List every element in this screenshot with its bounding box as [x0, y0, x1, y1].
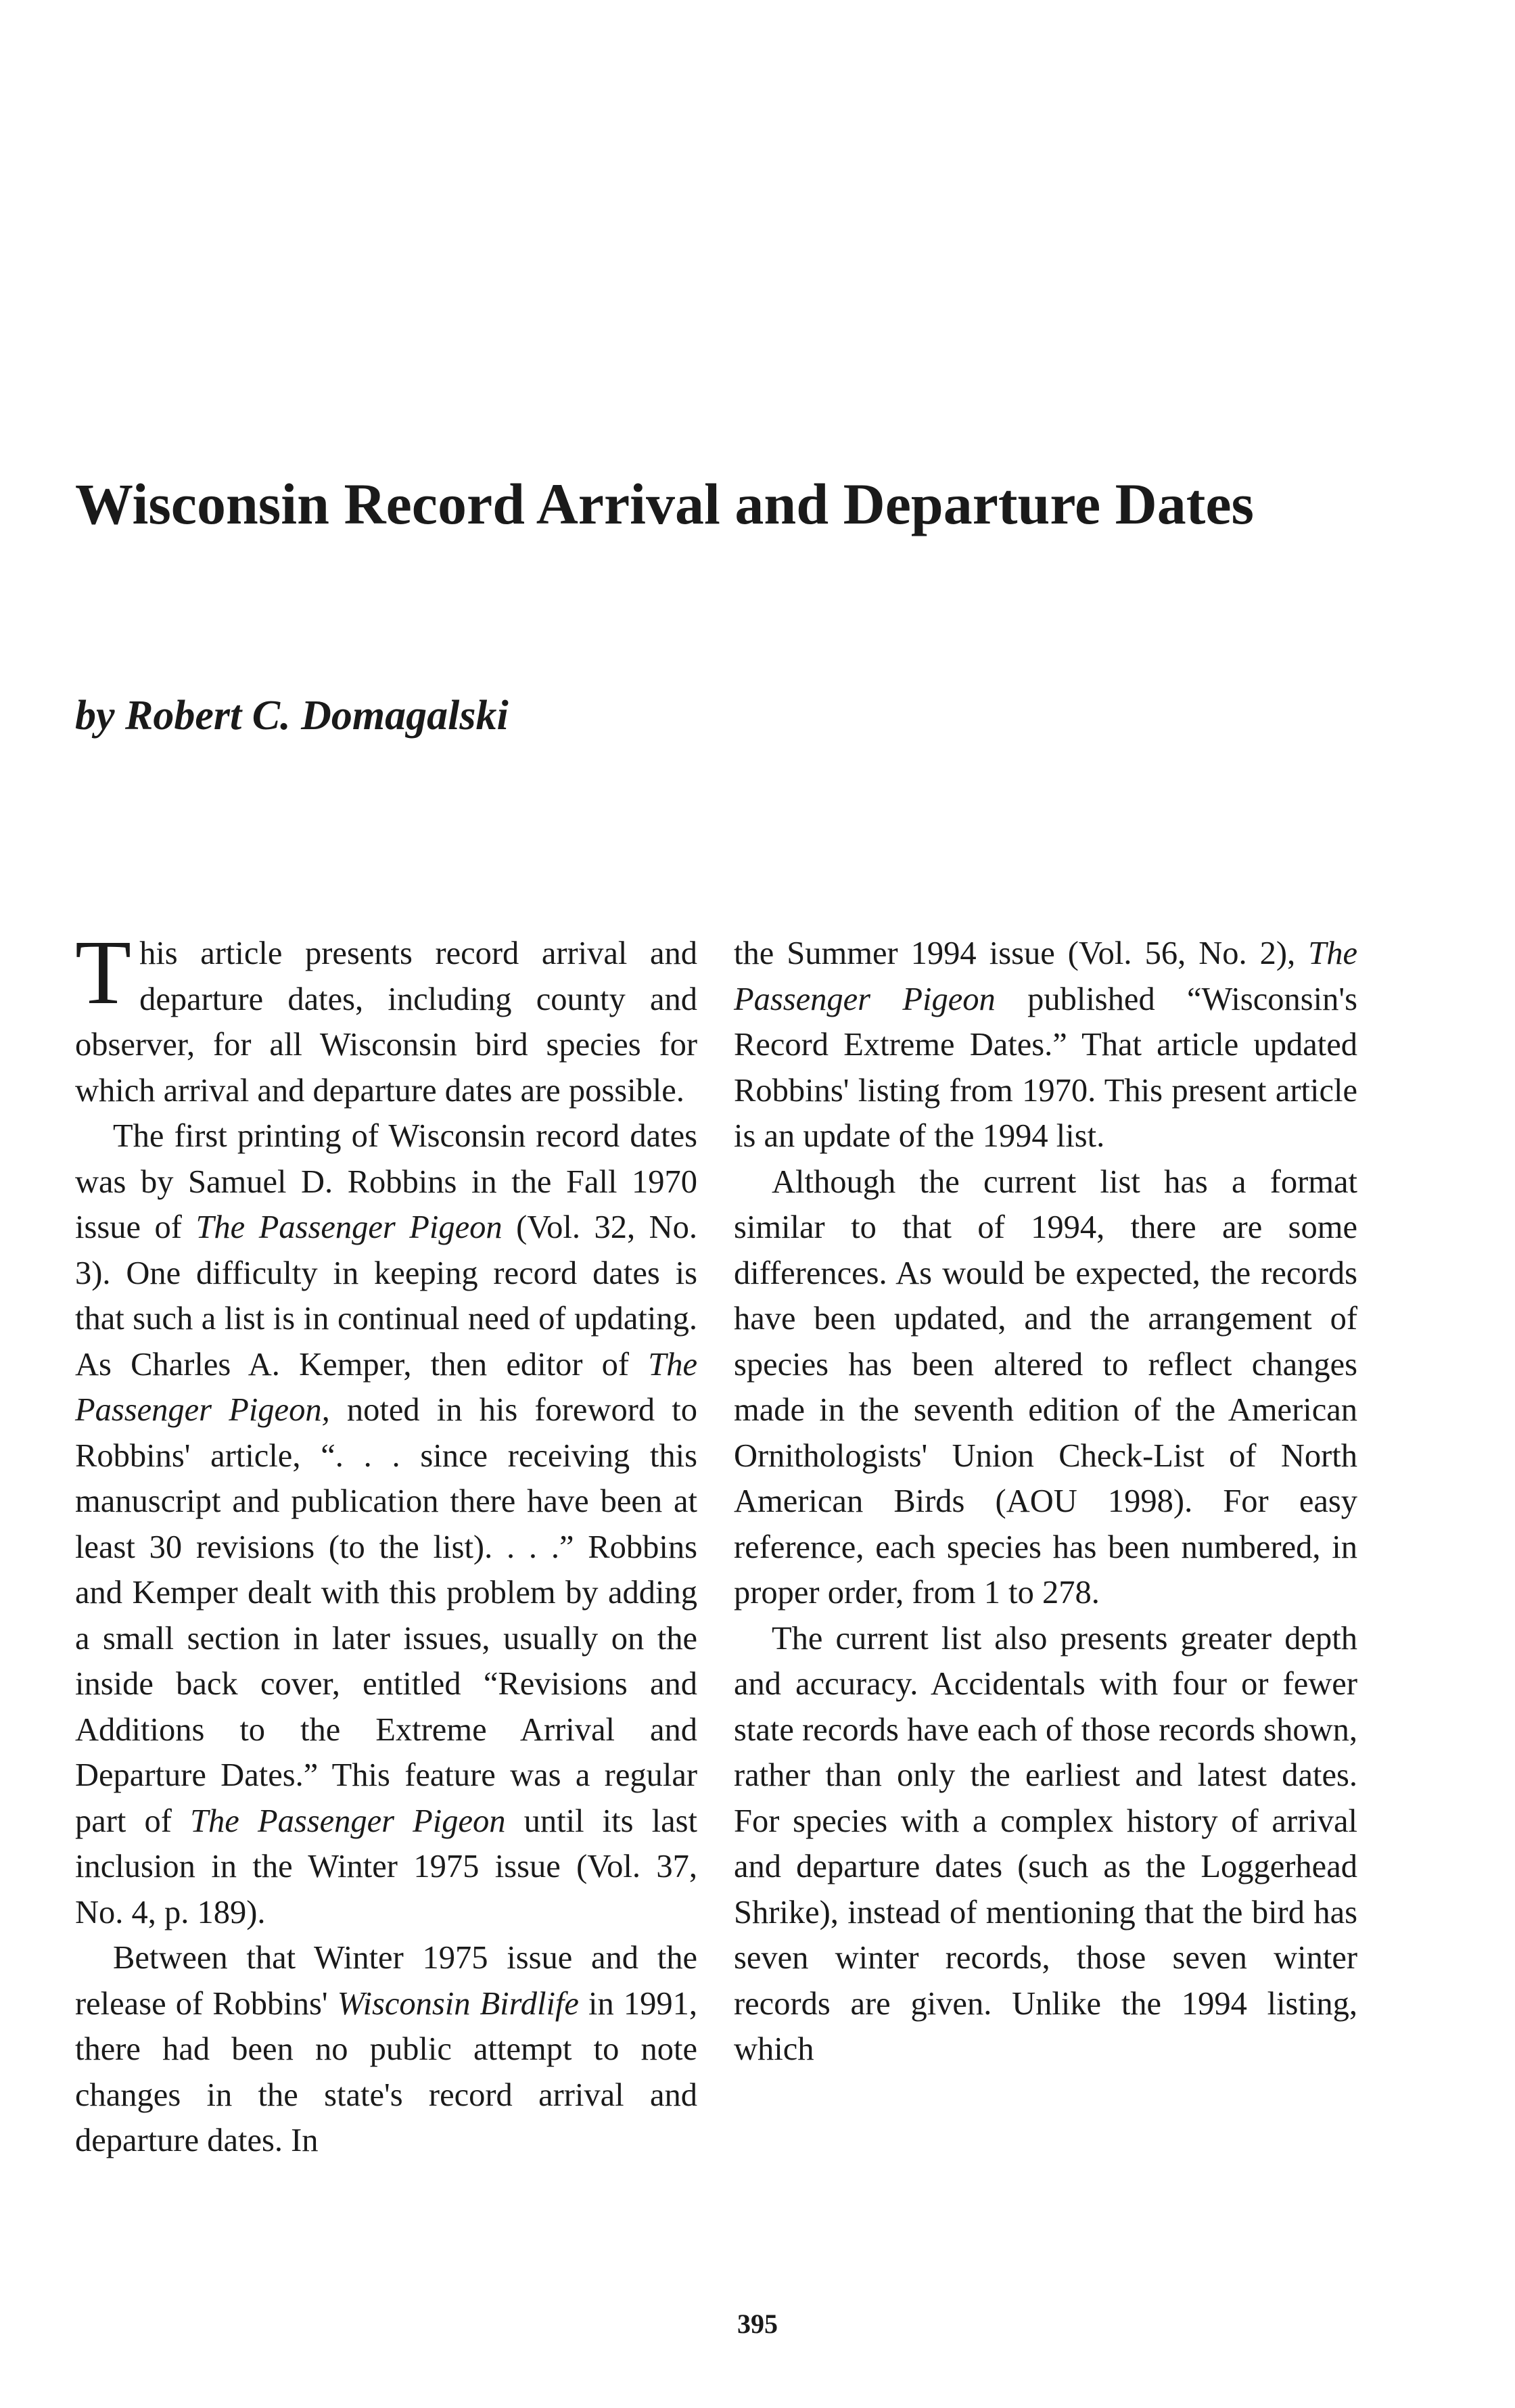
text-run: noted in his foreword to Robbins' article, “. . . since receiving this manuscript and publication there have been at least 30 revisions (to the list). . . .” Robbins and Kemper dealt with this problem by adding a small section in later issues, usually on the inside back cover, entitled “Revisions and Additions to the Extreme Arrival and Departure Dates.” This feature was a regular part of — [75, 1392, 697, 1839]
paragraph-history — [75, 1113, 697, 1935]
right-column — [734, 931, 1357, 2073]
paragraph-intro — [75, 922, 697, 1113]
text-run: (Vol. 32, No. 3). One difficulty in keeping record dates is that such a list is in continual need of updating. As Charles A. Kemper, then editor of — [75, 1209, 697, 1383]
drop-cap: T — [75, 922, 132, 1023]
text-run: published “Wisconsin's Record Extreme Dates.” That article updated Robbins' listing from 1970. This present article is an update of the 1994 list. — [734, 981, 1357, 1154]
journal-title: The Passenger Pigeon — [195, 1209, 503, 1245]
paragraph-gap — [75, 1935, 697, 2164]
page-number: 395 — [737, 2309, 778, 2339]
paragraph-depth: The current list also presents greater depth and accuracy. Accidentals with four or fewer state records have each of those records shown, rather than only the earliest and latest dates. For species with a complex history of arrival and departure dates (such as the Loggerhead Shrike), instead of mentioning that the bird has seven winter records, those seven winter records are given. Unlike the 1994 listing, which — [734, 1620, 1357, 2067]
article-byline: by Robert C. Domagalski — [75, 693, 509, 739]
journal-title: The Passenger Pigeon — [190, 1803, 506, 1839]
text-run: The first printing of Wisconsin record dates was by Samuel D. Robbins in the Fall 1970 issue of — [75, 1118, 697, 1245]
journal-title: The Passenger Pigeon, — [75, 1346, 697, 1428]
text-run: the Summer 1994 issue (Vol. 56, No. 2), — [734, 935, 1309, 971]
article-title: Wisconsin Record Arrival and Departure Dates — [75, 471, 1255, 536]
paragraph-continued — [734, 931, 1357, 1159]
paragraph-text: his article presents record arrival and departure dates, including county and observer, for all Wisconsin bird species for which arrival and departure dates are possible. — [75, 935, 697, 1109]
text-run: Between that Winter 1975 issue and the release of Robbins' — [75, 1940, 697, 2022]
paragraph-format: Although the current list has a format similar to that of 1994, there are some differences. As would be expected, the records have been updated, and the arrangement of species has been altered to reflect changes made in the seventh edition of the American Ornithologists' Union Check-List of North American Birds (AOU 1998). For easy reference, each species has been numbered, in proper order, from 1 to 278. — [734, 1163, 1357, 1611]
text-run: until its last inclusion in the Winter 1975 issue (Vol. 37, No. 4, p. 189). — [75, 1803, 697, 1930]
text-run: in 1991, there had been no public attempt to note changes in the state's record arrival and departure dates. In — [75, 1985, 697, 2158]
book-title: Wisconsin Birdlife — [337, 1985, 579, 2022]
journal-title: The Passenger Pigeon — [734, 935, 1357, 1017]
left-column — [75, 922, 697, 2164]
